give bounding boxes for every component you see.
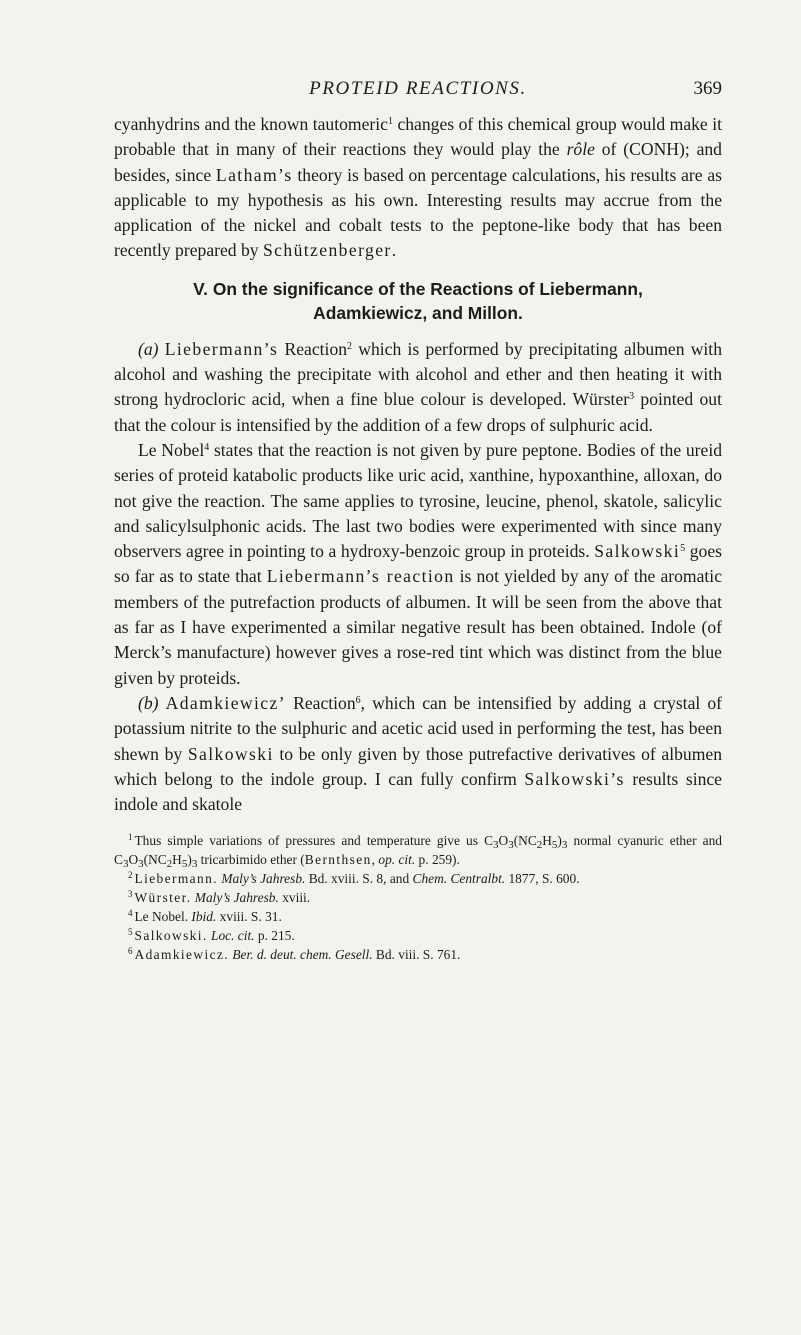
footnote-2: $^2$ Liebermann. Maly’s Jahresb. Bd. xviii. S. 8, and Chem. Centralbt. 1877, S. 600. bbox=[128, 870, 580, 887]
author-name: Salkowski bbox=[594, 541, 681, 562]
author-name: Salkowski bbox=[187, 743, 274, 764]
page-header bbox=[114, 72, 722, 112]
footnote-ref-1[interactable]: 1 bbox=[387, 116, 393, 127]
footnote-ref-4[interactable]: 4 bbox=[204, 441, 210, 453]
author-name: Latham’s bbox=[215, 164, 293, 185]
paragraph-a: (a) Liebermann’s Reaction$^2$ which is performed by precipitating albumen with alcohol and washing the precipitate with alcohol and ether and then heating it with strong hydrocloric acid, when a fine blue colour is developed. Würster$^3$ pointed out that the colour is intensified by the addition of a few drops of sulphuric acid. bbox=[114, 338, 722, 435]
footnote-ref-2[interactable]: 2 bbox=[347, 340, 353, 352]
author-name: Würster bbox=[572, 389, 630, 410]
footnote-4: $^4$ Le Nobel. Ibid. xviii. S. 31. bbox=[128, 908, 282, 925]
author-name: Le Nobel bbox=[138, 439, 205, 460]
section-heading: V. On the significance of the Reactions of Liebermann, Adamkiewicz, and Millon. bbox=[193, 278, 643, 323]
footnote-1: $^1$ Thus simple variations of pressures and temperature give us $C_3O_3(NC_2H_5)_3$ normal cyanuric ether and $C_3O_3(NC_2H_5)_3$ tricarbimido ether (Bernthsen, op. cit. p. 259). bbox=[114, 832, 722, 871]
author-name: Adamkiewicz’ bbox=[165, 692, 286, 713]
footnote-ref-5[interactable]: 5 bbox=[680, 543, 686, 555]
footnote-6: $^6$ Adamkiewicz. Ber. d. deut. chem. Gesell. Bd. viii. S. 761. bbox=[128, 946, 461, 963]
author-name: Liebermann’s bbox=[164, 338, 279, 359]
page-number: 369 bbox=[693, 78, 722, 99]
book-page bbox=[114, 72, 722, 964]
author-name: Schützenberger bbox=[262, 240, 392, 261]
footnote-5: $^5$ Salkowski. Loc. cit. p. 215. bbox=[128, 927, 295, 944]
paragraph-b: (b) Adamkiewicz’ Reaction$^6$, which can be intensified by adding a crystal of potassium nitrite to the sulphuric and acetic acid used in performing the test, has been shewn by Salkowski to be only given by those putrefactive derivatives of albumen which belong to the indole group. I can fully confirm Salkowski’s results since indole and skatole bbox=[114, 692, 723, 815]
running-title: PROTEID REACTIONS. bbox=[309, 78, 527, 99]
footnote-ref-3[interactable]: 3 bbox=[629, 391, 635, 403]
intro-paragraph: cyanhydrins and the known tautomeric$^1$ changes of this chemical group would make it probable that in many of their reactions they would play the rôle of (CONH); and besides, since Latham’s theory is based on percentage calculations, his results are as applicable to my hypothesis as his own. Interesting results may accrue from the application of the nickel and cobalt tests to the peptone-like body that has been recently prepared by Schützenberger. bbox=[114, 114, 723, 261]
footnotes bbox=[114, 831, 722, 964]
paragraph-le-nobel: Le Nobel$^4$ states that the reaction is not given by pure peptone. Bodies of the ureid series of proteid katabolic products like uric acid, xanthine, hypoxanthine, alloxan, do not give the reaction. The same applies to tyrosine, leucine, phenol, skatole, salicylic and salicylsulphonic acids. The last two bodies were experimented with since many observers agree in pointing to a hydroxy-benzoic group in proteids. Salkowski$^5$ goes so far as to state that Liebermann’s reaction is not yielded by any of the aromatic members of the putrefaction products of albumen. It will be seen from the above that as far as I have experimented a similar negative result has been obtained. Indole (of Merck’s manufacture) however gives a rose-red tint which was distinct from the blue given by proteids. bbox=[114, 439, 722, 688]
author-name: Salkowski’s bbox=[524, 768, 625, 789]
footnote-3: $^3$ Würster. Maly’s Jahresb. xviii. bbox=[128, 889, 311, 906]
footnote-ref-6[interactable]: 6 bbox=[355, 694, 361, 706]
